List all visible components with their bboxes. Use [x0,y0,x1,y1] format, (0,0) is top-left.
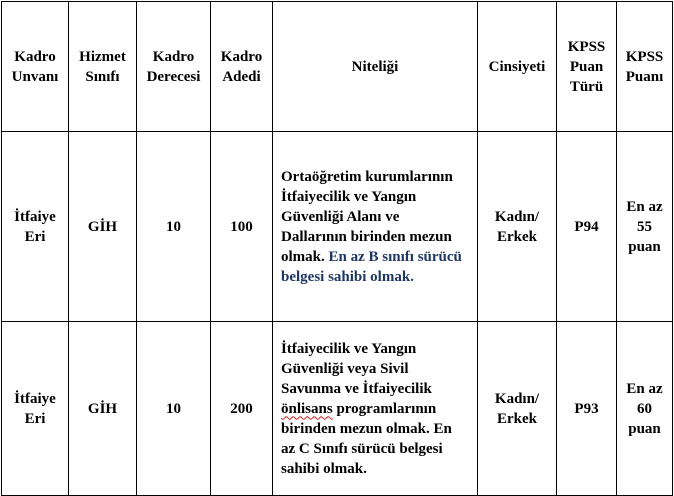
header-row [2,2,673,132]
niteligi-text: Ortaöğretim kurumlarının İtfaiyecilik ve Yangın Güvenliği Alanı ve Dallarının birinden mezun olmak. [281,168,453,265]
niteligi-text: programlarının birinden mezun olmak. En az C Sınıfı sürücü belgesi sahibi olmak. [281,400,452,477]
cell-niteligi [273,322,478,496]
cell-kpss-puani: En az 55 puan [617,132,673,322]
header-kadro-derecesi: Kadro Derecesi [137,2,211,132]
kadro-table [1,1,673,496]
cell-kpss-puan-turu: P94 [557,132,617,322]
cell-hizmet-sinifi: GİH [69,322,137,496]
cell-kadro-derecesi: 10 [137,322,211,496]
cell-kadro-adedi: 100 [211,132,273,322]
table-row [2,322,673,496]
cell-niteligi [273,132,478,322]
cell-kadro-adedi: 200 [211,322,273,496]
niteligi-text: İtfaiyecilik ve Yangın Güvenliği veya Sivil Savunma ve İtfaiyecilik [281,340,432,397]
header-hizmet-sinifi: Hizmet Sınıfı [69,2,137,132]
table-row [2,132,673,322]
header-cinsiyeti: Cinsiyeti [478,2,557,132]
cell-cinsiyeti: Kadın/ Erkek [478,322,557,496]
header-kpss-puani: KPSS Puanı [617,2,673,132]
cell-kadro-unvani: İtfaiye Eri [2,322,69,496]
cell-kpss-puani: En az 60 puan [617,322,673,496]
cell-kadro-unvani: İtfaiye Eri [2,132,69,322]
cell-cinsiyeti: Kadın/ Erkek [478,132,557,322]
niteligi-license-text: En az B sınıfı sürücü belgesi sahibi olmak. [281,248,462,285]
niteligi-spellcheck-word: önlisans [281,400,333,417]
header-kadro-adedi: Kadro Adedi [211,2,273,132]
cell-kadro-derecesi: 10 [137,132,211,322]
cell-hizmet-sinifi: GİH [69,132,137,322]
cell-kpss-puan-turu: P93 [557,322,617,496]
header-kpss-puan-turu: KPSS Puan Türü [557,2,617,132]
header-kadro-unvani: Kadro Unvanı [2,2,69,132]
header-niteligi: Niteliği [273,2,478,132]
